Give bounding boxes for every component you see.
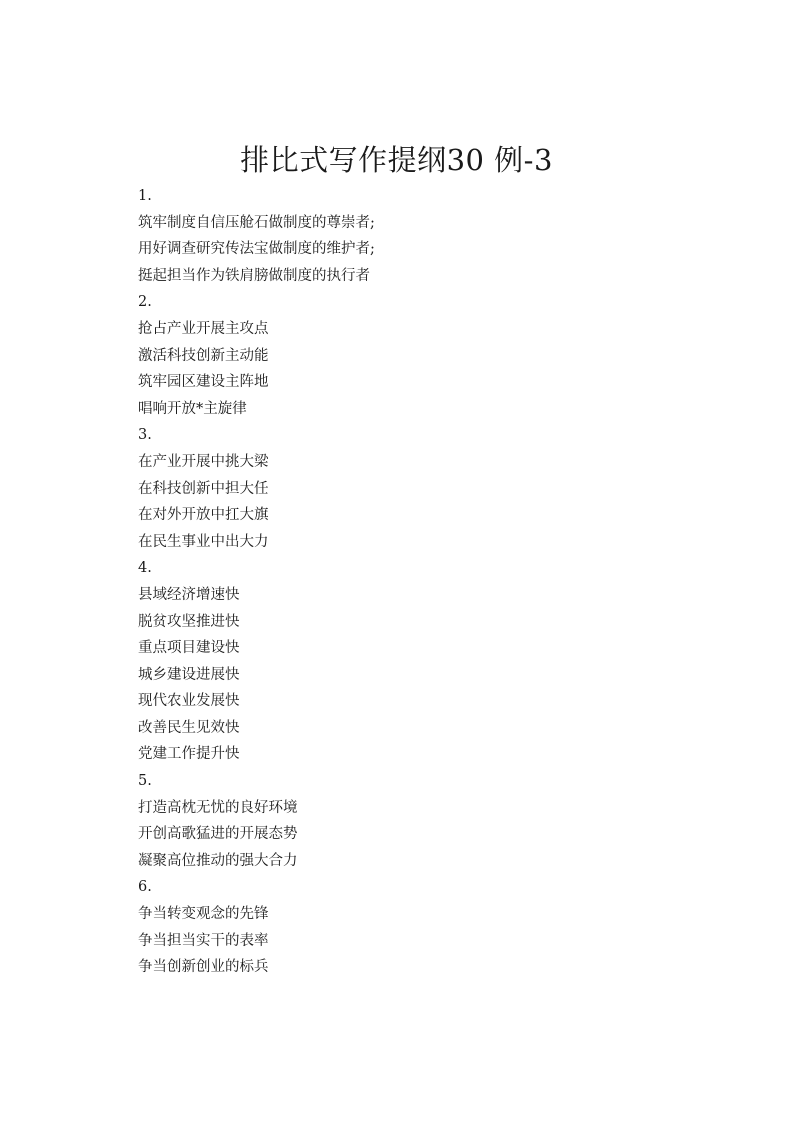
section-number: 1. [138, 188, 152, 204]
section-line: 争当创新创业的标兵 [138, 959, 269, 976]
section-line: 筑牢制度自信压舱石做制度的尊崇者; [138, 214, 375, 231]
section-line: 党建工作提升快 [138, 746, 240, 763]
section-line: 在民生事业中出大力 [138, 533, 269, 550]
section-line: 挺起担当作为铁肩膀做制度的执行者 [138, 267, 370, 284]
section-line: 激活科技创新主动能 [138, 347, 269, 364]
section-number: 6. [138, 879, 152, 896]
section-line: 争当担当实干的表率 [138, 932, 269, 949]
document-title: 排比式写作提纲30 例-3 [240, 143, 553, 177]
section-line: 县域经济增速快 [138, 586, 240, 603]
section-line: 争当转变观念的先锋 [138, 906, 269, 923]
section-line: 脱贫攻坚推进快 [138, 613, 240, 630]
section-line: 打造高枕无忧的良好环境 [138, 799, 298, 816]
section-1 [138, 183, 698, 289]
section-5 [138, 768, 698, 874]
section-number: 5. [138, 773, 152, 790]
section-line: 凝聚高位推动的强大合力 [138, 852, 298, 869]
section-number: 2. [138, 294, 152, 311]
section-line: 城乡建设进展快 [138, 666, 240, 683]
section-line: 重点项目建设快 [138, 640, 240, 657]
section-number: 4. [138, 560, 152, 577]
section-line: 抢占产业开展主攻点 [138, 320, 269, 337]
section-line: 现代农业发展快 [138, 693, 240, 710]
section-line: 在对外开放中扛大旗 [138, 507, 269, 524]
document-body [138, 183, 698, 981]
section-number: 3. [138, 427, 152, 444]
section-line: 唱响开放*主旋律 [138, 400, 247, 417]
section-line: 开创高歌猛进的开展态势 [138, 826, 298, 843]
section-line: 改善民生见效快 [138, 719, 240, 736]
section-6 [138, 874, 698, 980]
section-3 [138, 422, 698, 555]
section-line: 在科技创新中担大任 [138, 480, 269, 497]
section-4 [138, 555, 698, 768]
section-line: 在产业开展中挑大梁 [138, 453, 269, 470]
section-2 [138, 289, 698, 422]
section-line: 筑牢园区建设主阵地 [138, 374, 269, 391]
section-line: 用好调查研究传法宝做制度的维护者; [138, 241, 375, 258]
